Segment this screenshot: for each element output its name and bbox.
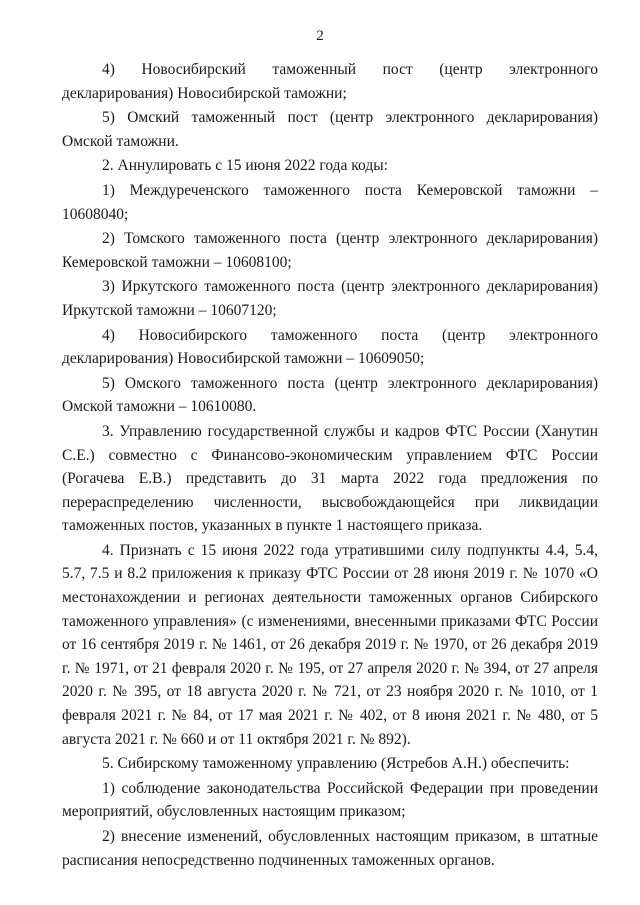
paragraph-section-3: 3. Управлению государственной службы и кадров ФТС России (Ханутин С.Е.) совместно с Финансово-экономическим управлением ФТС России (Рогачева Е.В.) представить до 31 марта 2022 года предложения по перераспределению численности, высвобождающейся при ликвидации таможенных постов, указанных в пункте 1 настоящего приказа. [62,422,598,535]
page-number: 2 [316,28,324,44]
paragraph-duty-2: 2) внесение изменений, обусловленных настоящим приказом, в штатные расписания непосредственно подчиненных таможенных органов. [62,828,598,869]
paragraph-code-1: 1) Междуреченского таможенного поста Кемеровской таможни – 10608040; [62,181,598,223]
paragraph-code-2: 2) Томского таможенного поста (центр электронного декларирования) Кемеровской таможни – 10608100; [62,230,598,271]
paragraph-item-5-omsk-post: 5) Омский таможенный пост (центр электронного декларирования) Омской таможни. [62,109,598,150]
paragraph-section-2: 2. Аннулировать с 15 июня 2022 года коды: [102,157,388,175]
paragraph-code-5: 5) Омского таможенного поста (центр электронного декларирования) Омской таможни – 10610080. [62,374,598,416]
paragraph-duty-1: 1) соблюдение законодательства Российской Федерации при проведении мероприятий, обусловленных настоящим приказом; [62,779,598,821]
paragraph-section-5: 5. Сибирскому таможенному управлению (Ястребов А.Н.) обеспечить: [102,755,570,773]
paragraph-item-4-novosibirsk-post: 4) Новосибирский таможенный пост (центр электронного декларирования) Новосибирской таможни; [62,61,598,102]
document-body [62,58,598,873]
paragraph-section-4: 4. Признать с 15 июня 2022 года утратившими силу подпункты 4.4, 5.4, 5.7, 7.5 и 8.2 приложения к приказу ФТС России от 28 июня 2019 г. № 1070 «О местонахождении и регионах деятельности таможенных органов Сибирского таможенного управления» (с изменениями, внесенными приказами ФТС России от 16 сентября 2019 г. № 1461, от 26 декабря 2019 г. № 1970, от 26 декабря 2019 г. № 1971, от 21 февраля 2020 г. № 195, от 27 апреля 2020 г. № 394, от 27 апреля 2020 г. № 395, от 18 августа 2020 г. № 721, от 23 ноября 2020 г. № 1010, от 1 февраля 2021 г. № 84, от 17 мая 2021 г. № 402, от 8 июня 2021 г. № 480, от 5 августа 2021 г. № 660 и от 11 октября 2021 г. № 892). [62,541,598,748]
paragraph-code-3: 3) Иркутского таможенного поста (центр электронного декларирования) Иркутской таможни – 10607120; [62,278,598,319]
paragraph-code-4: 4) Новосибирского таможенного поста (центр электронного декларирования) Новосибирской таможни – 10609050; [62,326,598,368]
